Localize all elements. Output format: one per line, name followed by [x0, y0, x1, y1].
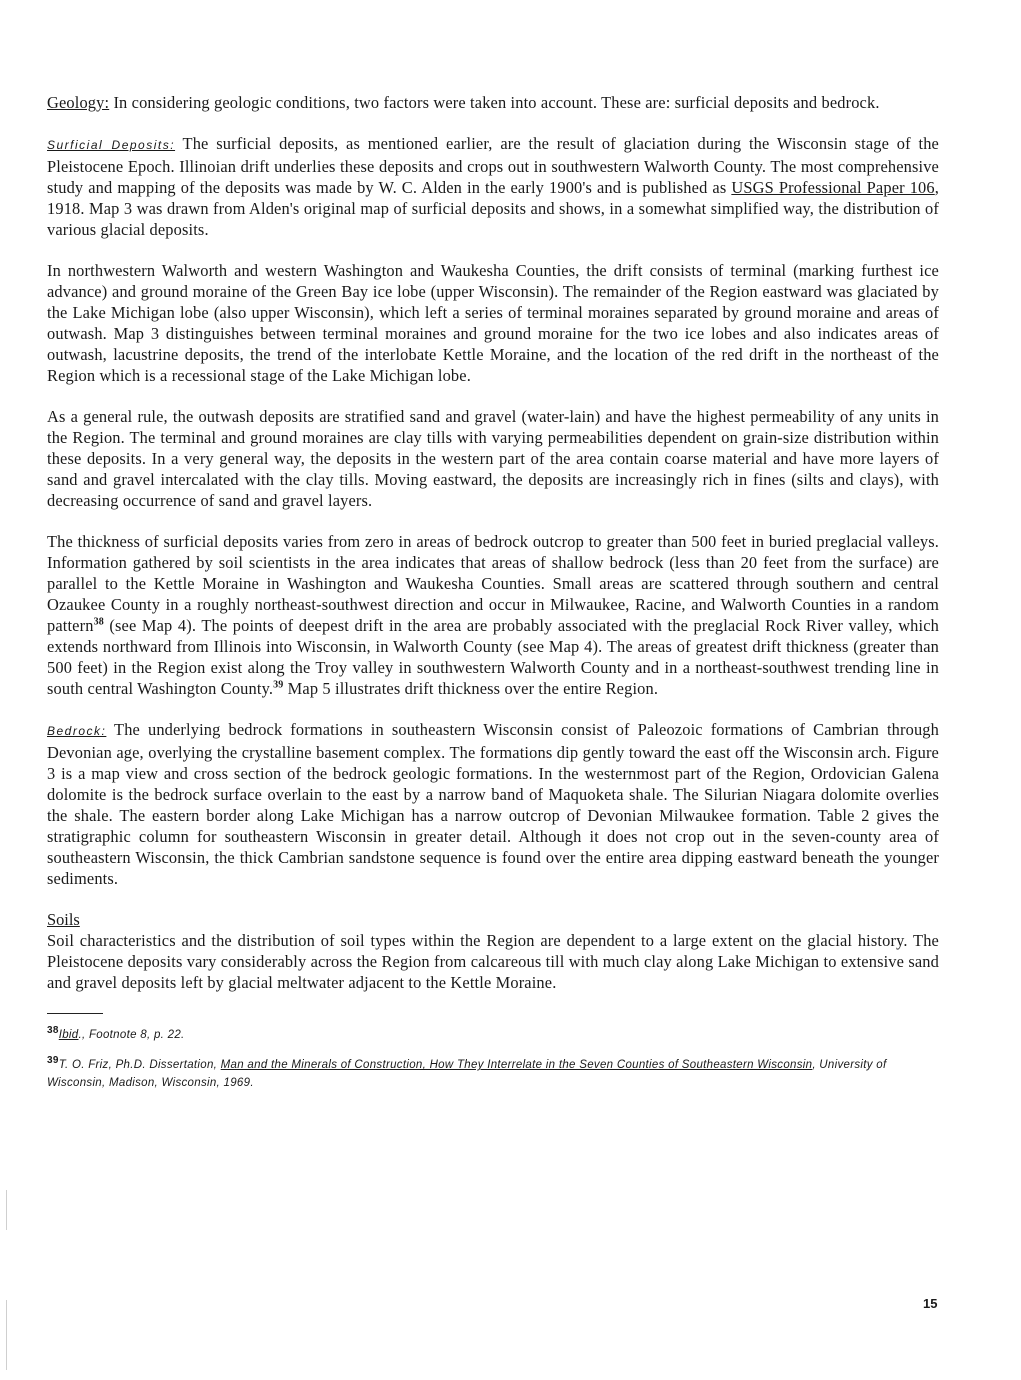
footnote-38-ibid: Ibid — [58, 1029, 79, 1041]
footnote-38-text: ., Footnote 8, p. 22. — [78, 1029, 185, 1041]
footnote-ref-39[interactable]: 39 — [273, 679, 284, 691]
surficial-text-b: , 1918. Map 3 was drawn from Alden's original map of surficial deposits and shows, in a somewhat simplified way, the distribution of various glacial deposits. — [47, 178, 939, 239]
surficial-text-a: The surficial deposits, as mentioned earlier, are the result of glaciation during the Wisconsin stage of the Pleistocene Epoch. Illinoian drift underlies these deposits and crops out in southwestern Walworth County. The most comprehensive study and mapping of the deposits was made by W. C. Alden in the early 1900's and is published as — [47, 134, 939, 197]
geology-paragraph — [47, 92, 939, 113]
footnote-38 — [47, 1026, 939, 1044]
surficial-paragraph-2: In northwestern Walworth and western Washington and Waukesha Counties, the drift consists of terminal (marking furthest ice advance) and ground moraine of the Green Bay ice lobe (upper Wisconsin). The remainder of the Region eastward was glaciated by the Lake Michigan lobe (also upper Wisconsin), which left a series of terminal moraines separated by ground moraine and areas of outwash. Map 3 distinguishes between terminal moraines and ground moraine for the two ice lobes and also indicates areas of outwash, lacustrine deposits, the trend of the interlobate Kettle Moraine, and the location of the red drift in the northeast of the Region which is a recessional stage of the Lake Michigan lobe. — [47, 261, 939, 385]
footnote-39-title: Man and the Minerals of Construction, How They Interrelate in the Seven Counties of Southeastern Wisconsin — [220, 1059, 813, 1071]
document-page — [47, 92, 939, 1104]
scan-edge-mark-upper — [6, 1190, 7, 1230]
thickness-text-b: (see Map 4). The points of deepest drift in the area are probably associated with the preglacial Rock River valley, which extends northward from Illinois into Wisconsin, in Walworth County (see Map 4). The areas of greatest drift thickness (greater than 500 feet) in the Region exist along the Troy valley in southwestern Walworth County and in a northeast-southwest trending line in south central Washington County. — [47, 616, 939, 698]
bedrock-paragraph — [47, 719, 939, 889]
geology-text: In considering geologic conditions, two factors were taken into account. These are: surficial deposits and bedrock. — [109, 93, 880, 112]
footnote-39-text-a: T. O. Friz, Ph.D. Dissertation, — [58, 1059, 221, 1071]
footnote-39-text-b: , University of Wisconsin, Madison, Wisconsin, 1969. — [47, 1059, 887, 1089]
surficial-deposits-heading: Surficial Deposits: — [47, 138, 176, 152]
scan-edge-mark-lower — [6, 1300, 7, 1370]
page-number: 15 — [923, 1296, 938, 1311]
geology-heading: Geology: — [47, 93, 110, 112]
soils-heading: Soils — [47, 910, 80, 929]
footnote-39-number: 39 — [47, 1055, 59, 1067]
thickness-text-a: The thickness of surficial deposits varies from zero in areas of bedrock outcrop to greater than 500 feet in buried preglacial valleys. Information gathered by soil scientists in the area indicates that areas of shallow bedrock (less than 20 feet from the surface) are parallel to the Kettle Moraine in Washington and Waukesha Counties. Small areas are scattered through southern and central Ozaukee County in a roughly northeast-southwest direction and occur in Milwaukee, Racine, and Walworth Counties in a random pattern — [47, 532, 939, 635]
bedrock-text: The underlying bedrock formations in southeastern Wisconsin consist of Paleozoic formations of Cambrian through Devonian age, overlying the crystalline basement complex. The formations dip gently toward the east off the Wisconsin arch. Figure 3 is a map view and cross section of the bedrock geologic formations. In the westernmost part of the Region, Ordovician Galena dolomite is the bedrock surface overlain to the east by a narrow band of Maquoketa shale. The Silurian Niagara dolomite overlies the shale. The eastern border along Lake Michigan has a narrow outcrop of Devonian Milwaukee formation. Table 2 gives the stratigraphic column for southeastern Wisconsin in greater detail. Although it does not crop out in the seven-county area of southeastern Wisconsin, the thick Cambrian sandstone sequence is found over the entire area dipping eastward beneath the younger sediments. — [47, 720, 939, 888]
surficial-paragraph-4 — [47, 531, 939, 699]
footnote-divider — [47, 1013, 103, 1014]
surficial-paragraph-1 — [47, 133, 939, 240]
footnote-ref-38[interactable]: 38 — [93, 616, 104, 628]
footnote-39 — [47, 1056, 939, 1092]
surficial-paragraph-3: As a general rule, the outwash deposits are stratified sand and gravel (water-lain) and have the highest permeability of any units in the Region. The terminal and ground moraines are clay tills with varying permeabilities dependent on grain-size distribution within these deposits. In a very general way, the deposits in the western part of the area contain coarse material and have more layers of sand and gravel intercalated with the clay tills. Moving eastward, the deposits are increasingly rich in fines (silts and clays), with decreasing occurrence of sand and gravel layers. — [47, 407, 939, 510]
bedrock-heading: Bedrock: — [47, 724, 107, 738]
footnote-38-number: 38 — [47, 1025, 59, 1037]
usgs-paper-title: USGS Professional Paper 106 — [731, 178, 935, 197]
thickness-text-c: Map 5 illustrates drift thickness over the entire Region. — [283, 679, 659, 698]
soils-paragraph: Soil characteristics and the distribution of soil types within the Region are dependent to a large extent on the glacial history. The Pleistocene deposits vary considerably across the Region from calcareous till with much clay along Lake Michigan to extensive sand and gravel deposits left by glacial meltwater adjacent to the Kettle Moraine. — [47, 931, 939, 992]
